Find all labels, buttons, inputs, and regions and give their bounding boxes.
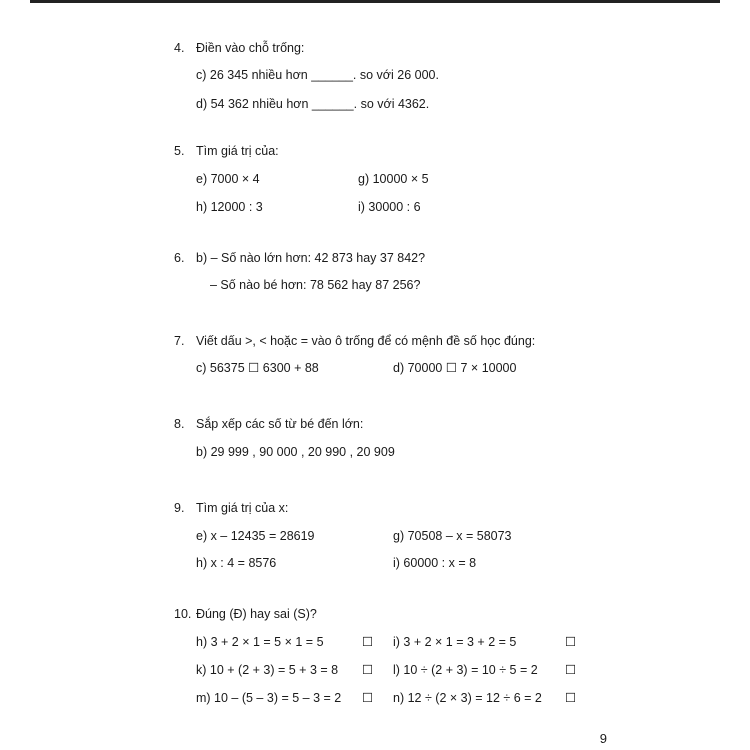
q5-title: Tìm giá trị của: [196,144,279,158]
q5-number: 5. [174,144,185,158]
q10-checkbox-m[interactable]: ☐ [362,691,374,705]
q5-item-h: h) 12000 : 3 [196,200,263,214]
q5-item-e: e) 7000 × 4 [196,172,260,186]
q10-number: 10. [174,607,192,621]
q10-item-m: m) 10 – (5 – 3) = 5 – 3 = 2 [196,691,342,705]
q10-checkbox-k[interactable]: ☐ [362,663,374,677]
q10-checkbox-l[interactable]: ☐ [565,663,577,677]
q10-item-n: n) 12 ÷ (2 × 3) = 12 ÷ 6 = 2 [393,691,542,705]
q5-item-i: i) 30000 : 6 [358,200,421,214]
q8-number: 8. [174,417,185,431]
q10-checkbox-i[interactable]: ☐ [565,635,577,649]
q4-item-d: d) 54 362 nhiều hơn ______. so với 4362. [196,97,430,111]
q5-item-g: g) 10000 × 5 [358,172,429,186]
q10-title: Đúng (Đ) hay sai (S)? [196,607,317,621]
q9-item-e: e) x – 12435 = 28619 [196,529,315,543]
q7-number: 7. [174,334,185,348]
q9-title: Tìm giá trị của x: [196,501,289,515]
q4-number: 4. [174,41,185,55]
q6-line-larger: b) – Số nào lớn hơn: 42 873 hay 37 842? [196,251,426,265]
q9-item-h: h) x : 4 = 8576 [196,556,277,570]
q8-item-b: b) 29 999 , 90 000 , 20 990 , 20 909 [196,445,395,459]
q10-checkbox-h[interactable]: ☐ [362,635,374,649]
q8-title: Sắp xếp các số từ bé đến lớn: [196,417,364,431]
q4-title: Điền vào chỗ trống: [196,41,305,55]
q4-item-c: c) 26 345 nhiều hơn ______. so với 26 000. [196,68,439,82]
q6-number: 6. [174,251,185,265]
q10-item-k: k) 10 + (2 + 3) = 5 + 3 = 8 [196,663,339,677]
q6-line-smaller: – Số nào bé hơn: 78 562 hay 87 256? [210,278,421,292]
q7-title: Viết dấu >, < hoặc = vào ô trống để có mệnh đề số học đúng: [196,334,536,348]
q9-item-g: g) 70508 – x = 58073 [393,529,512,543]
q10-checkbox-n[interactable]: ☐ [565,691,577,705]
q7-item-d: d) 70000 ☐ 7 × 10000 [393,361,517,375]
q7-item-c: c) 56375 ☐ 6300 + 88 [196,361,319,375]
q9-item-i: i) 60000 : x = 8 [393,556,477,570]
q10-item-h: h) 3 + 2 × 1 = 5 × 1 = 5 [196,635,324,649]
q9-number: 9. [174,501,185,515]
q10-item-l: l) 10 ÷ (2 + 3) = 10 ÷ 5 = 2 [393,663,538,677]
q10-item-i: i) 3 + 2 × 1 = 3 + 2 = 5 [393,635,517,649]
page-number: 9 [599,731,607,746]
